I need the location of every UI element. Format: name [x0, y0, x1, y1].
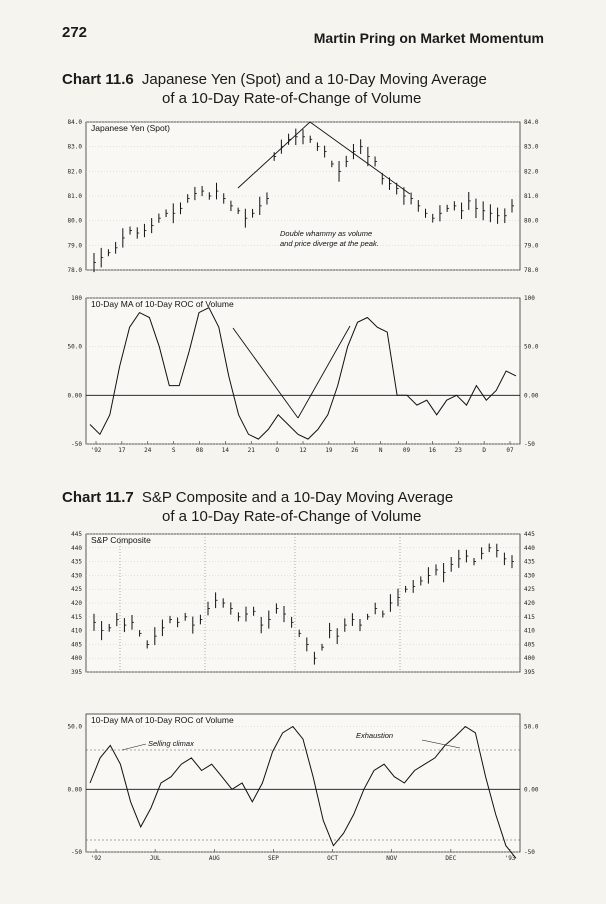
annotation-text: Double whammy as volume: [280, 229, 373, 238]
x-tick-label: '93: [504, 855, 516, 862]
panel-title: Japanese Yen (Spot): [91, 123, 170, 133]
x-tick-label: AUG: [208, 855, 220, 862]
x-tick-label: 14: [221, 447, 229, 454]
y-tick-label-right: 405: [524, 641, 535, 649]
chart-11-6-title: [62, 70, 522, 108]
y-tick-label-left: 0.00: [67, 786, 82, 794]
yen-volume-roc-chart: [60, 296, 550, 461]
y-tick-label-right: 0.00: [524, 786, 539, 794]
y-tick-label-left: 420: [71, 600, 82, 607]
x-tick-label: SEP: [268, 855, 279, 862]
x-tick-label: 24: [144, 447, 152, 454]
sp-price-chart: [60, 531, 550, 679]
y-tick-label-right: 0.00: [524, 392, 539, 400]
chart-11-7-title: [62, 488, 522, 526]
y-tick-label-right: 420: [524, 600, 535, 607]
y-tick-label-left: 430: [71, 572, 82, 580]
chart-11-6-label: Chart 11.6: [62, 71, 134, 88]
y-tick-label-right: 83.0: [524, 143, 539, 151]
chart-11-7-title-line1: S&P Composite and a 10-Day Moving Average: [141, 489, 454, 506]
y-tick-label-right: 79.0: [524, 242, 539, 250]
plot-frame: [86, 298, 520, 444]
y-tick-label-left: 435: [71, 558, 82, 566]
y-tick-label-right: 84.0: [524, 119, 539, 126]
y-tick-label-right: 445: [524, 531, 535, 538]
x-tick-label: '92: [90, 447, 102, 454]
panel-title: 10-Day MA of 10-Day ROC of Volume: [91, 299, 234, 309]
y-tick-label-right: 50.0: [524, 343, 539, 351]
y-tick-label-left: 83.0: [67, 143, 82, 151]
y-tick-label-left: 445: [71, 531, 82, 538]
annotation-text: Exhaustion: [356, 731, 394, 740]
y-tick-label-left: 84.0: [67, 119, 82, 126]
x-tick-label: 19: [325, 447, 333, 454]
y-tick-label-right: 430: [524, 572, 535, 580]
y-tick-label-right: 82.0: [524, 168, 539, 176]
y-tick-label-left: 425: [71, 586, 82, 594]
y-tick-label-left: 410: [71, 627, 82, 635]
chart-11-7-title-line2: of a 10-Day Rate-of-Change of Volume: [162, 508, 422, 525]
plot-frame: [86, 714, 520, 852]
y-tick-label-right: 410: [524, 627, 535, 635]
x-tick-label: 16: [428, 447, 436, 454]
y-tick-label-right: -50: [524, 849, 535, 856]
y-tick-label-left: 0.00: [67, 392, 82, 400]
y-tick-label-left: 78.0: [67, 267, 82, 274]
x-tick-label: JUL: [149, 855, 161, 862]
y-tick-label-left: 405: [71, 641, 82, 649]
x-tick-label: N: [378, 447, 383, 454]
y-tick-label-right: 440: [524, 544, 535, 552]
y-tick-label-left: 395: [71, 669, 82, 676]
y-tick-label-right: 425: [524, 586, 535, 594]
y-tick-label-right: 80.0: [524, 217, 539, 225]
y-tick-label-left: 81.0: [67, 193, 82, 200]
y-tick-label-left: 440: [71, 544, 82, 552]
x-tick-label: DEC: [445, 855, 457, 862]
x-tick-label: 26: [351, 447, 359, 454]
x-tick-label: 08: [195, 447, 204, 454]
chart-11-7-label: Chart 11.7: [62, 489, 134, 506]
y-tick-label-right: 435: [524, 558, 535, 566]
y-tick-label-right: 78.0: [524, 267, 539, 274]
y-tick-label-left: -50: [71, 441, 82, 448]
y-tick-label-right: 400: [524, 655, 535, 663]
x-tick-label: O: [275, 447, 279, 454]
x-tick-label: S: [171, 447, 176, 454]
panel-title: S&P Composite: [91, 535, 151, 545]
x-tick-label: 17: [118, 447, 126, 454]
y-tick-label-right: 415: [524, 613, 535, 621]
x-tick-label: NOV: [386, 855, 398, 862]
y-tick-label-right: 50.0: [524, 723, 539, 731]
y-tick-label-right: 81.0: [524, 193, 539, 200]
running-head: Martin Pring on Market Momentum: [313, 30, 544, 46]
annotation-text: Selling climax: [148, 739, 194, 748]
y-tick-label-left: 82.0: [67, 168, 82, 176]
y-tick-label-right: 100: [524, 295, 535, 302]
y-tick-label-left: 50.0: [67, 343, 82, 351]
chart-11-6-title-line2: of a 10-Day Rate-of-Change of Volume: [162, 90, 422, 107]
x-tick-label: 09: [402, 447, 411, 454]
x-tick-label: D: [482, 447, 486, 454]
x-tick-label: '92: [90, 855, 102, 862]
page-number: 272: [62, 24, 88, 41]
y-tick-label-right: -50: [524, 441, 535, 448]
y-tick-label-left: -50: [71, 849, 82, 856]
annotation-text: and price diverge at the peak.: [280, 239, 379, 248]
y-tick-label-left: 400: [71, 655, 82, 663]
x-tick-label: 21: [247, 447, 255, 454]
y-tick-label-left: 50.0: [67, 723, 82, 731]
y-tick-label-right: 395: [524, 669, 535, 676]
x-tick-label: 12: [299, 447, 307, 454]
x-tick-label: OCT: [327, 855, 338, 862]
y-tick-label-left: 415: [71, 613, 82, 621]
yen-price-chart: [60, 118, 550, 278]
chart-11-6-title-line1: Japanese Yen (Spot) and a 10-Day Moving Average: [141, 71, 487, 88]
x-tick-label: 07: [506, 447, 514, 454]
panel-title: 10-Day MA of 10-Day ROC of Volume: [91, 715, 234, 725]
y-tick-label-left: 79.0: [67, 242, 82, 250]
y-tick-label-left: 100: [71, 295, 82, 302]
x-tick-label: 23: [454, 447, 462, 454]
sp-volume-roc-chart: [60, 712, 550, 867]
y-tick-label-left: 80.0: [67, 217, 82, 225]
